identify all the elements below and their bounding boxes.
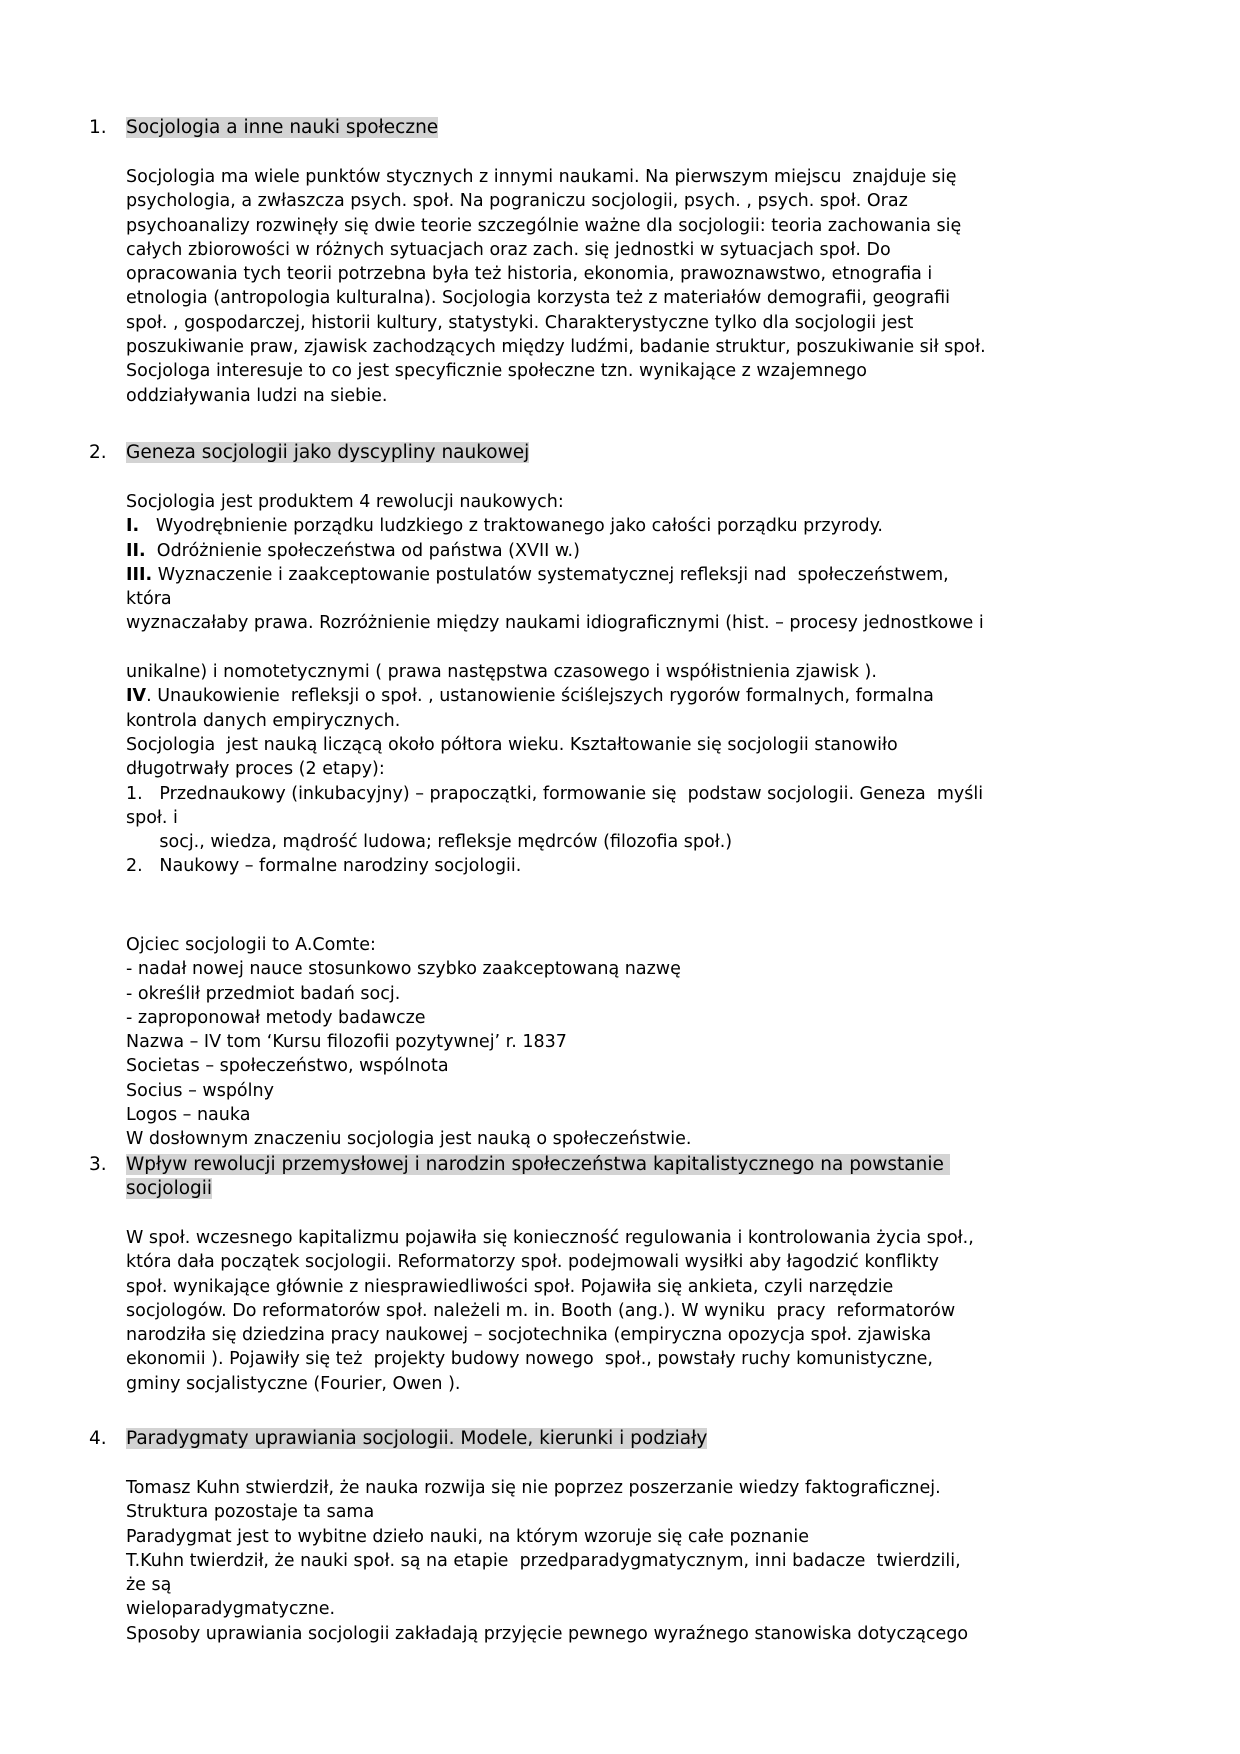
paragraph-line — [126, 709, 1226, 733]
paragraph-line: opracowania tych teorii potrzebna była też historia, ekonomia, prawoznawstwo, etnografia i — [126, 264, 933, 285]
section-title: Geneza socjologii jako dyscypliny naukowej — [126, 442, 530, 463]
paragraph-line: Sposoby uprawiania socjologii zakładają przyjęcie pewnego wyraźnego stanowiska dotyczącego — [126, 1623, 969, 1644]
list-item-roman — [126, 539, 1226, 563]
dash-item: - nadał nowej nauce stosunkowo szybko zaakceptowaną nazwę — [126, 959, 681, 980]
section-3-body — [126, 1226, 1226, 1396]
dash-item: - określił przedmiot badań socj. — [126, 983, 401, 1004]
paragraph-line: Socjologa interesuje to co jest specyficznie społeczne tzn. wynikające z wzajemnego — [126, 361, 867, 382]
paragraph-line: T.Kuhn twierdził, że nauki społ. są na etapie przedparadygmatycznym, inni badacze twierdzili, — [126, 1550, 961, 1571]
paragraph-line: ekonomii ). Pojawiły się też projekty budowy nowego społ., powstały ruchy komunistyczne, — [126, 1349, 933, 1370]
paragraph-line — [126, 587, 1226, 611]
paragraph-line: Socjologia ma wiele punktów stycznych z innymi naukami. Na pierwszym miejscu znajduje się — [126, 167, 957, 187]
section-number: 1. — [89, 117, 107, 138]
line-text: 2. Naukowy – formalne narodziny socjologii. — [126, 856, 522, 877]
paragraph-line — [126, 611, 1226, 635]
paragraph-line: oddziaływania ludzi na siebie. — [126, 385, 388, 406]
paragraph-line: wieloparadygmatyczne. — [126, 1599, 336, 1620]
paragraph-line: Nazwa – IV tom ‘Kursu filozofii pozytywnej’ r. 1837 — [126, 1032, 567, 1053]
paragraph-line: narodziła się dziedzina pracy naukowej – socjotechnika (empiryczna opozycja społ. zjawiska — [126, 1325, 932, 1346]
roman-numeral: II. — [126, 540, 146, 561]
blank-line — [126, 636, 1226, 660]
paragraph-line: Logos – nauka — [126, 1105, 251, 1126]
section-title: Wpływ rewolucji przemysłowej i narodzin społeczeństwa kapitalistycznego na powstanie — [126, 1154, 950, 1175]
paragraph-line — [126, 490, 1226, 514]
paragraph-line: Ojciec socjologii to A.Comte: — [126, 935, 376, 955]
numbered-item — [126, 854, 1226, 878]
line-text: która — [126, 589, 172, 610]
roman-numeral: IV — [126, 686, 147, 707]
numbered-item — [126, 782, 1226, 806]
line-text: Socjologia jest produktem 4 rewolucji naukowych: — [126, 492, 564, 512]
paragraph-line: psychoanalizy rozwinęły się dwie teorie szczególnie ważne dla socjologii: teoria zachowania się — [126, 215, 962, 236]
dash-item: - zaproponował metody badawcze — [126, 1007, 426, 1028]
paragraph-line — [126, 660, 1226, 684]
paragraph-line: Tomasz Kuhn stwierdził, że nauka rozwija się nie poprzez poszerzanie wiedzy faktograficznej. — [126, 1478, 941, 1498]
section-title: socjologii — [126, 1178, 213, 1199]
section-3-heading-cont — [89, 1177, 1229, 1201]
line-text: długotrwały proces (2 etapy): — [126, 759, 385, 780]
paragraph-line — [126, 806, 1226, 830]
roman-numeral: I. — [126, 516, 140, 537]
paragraph-line: Struktura pozostaje ta sama — [126, 1502, 375, 1523]
paragraph-line — [126, 757, 1226, 781]
section-title: Socjologia a inne nauki społeczne — [126, 117, 439, 138]
line-text: Wyznaczenie i zaakceptowanie postulatów systematycznej refleksji nad społeczeństwem, — [152, 564, 949, 585]
paragraph-line: Societas – społeczeństwo, wspólnota — [126, 1056, 449, 1077]
section-number: 4. — [89, 1428, 107, 1449]
list-item-roman — [126, 684, 1226, 708]
paragraph-line: psychologia, a zwłaszcza psych. społ. Na pograniczu socjologii, psych. , psych. społ. Oraz — [126, 191, 908, 212]
paragraph-line — [126, 733, 1226, 757]
paragraph-line: socjologów. Do reformatorów społ. należeli m. in. Booth (ang.). W wyniku pracy reformatorów — [126, 1300, 956, 1321]
section-4-heading — [89, 1427, 1229, 1451]
paragraph-line: Socius – wspólny — [126, 1080, 274, 1101]
section-2-comte — [126, 933, 1226, 1152]
line-text: społ. i — [126, 807, 178, 828]
line-text: kontrola danych empirycznych. — [126, 710, 401, 731]
list-item-roman — [126, 514, 1226, 538]
paragraph-line: etnologia (antropologia kulturalna). Socjologia korzysta też z materiałów demografii, geografii — [126, 288, 951, 309]
section-4-body — [126, 1476, 1226, 1646]
line-text: wyznaczałaby prawa. Rozróżnienie między naukami idiograficznymi (hist. – procesy jednostkowe i — [126, 613, 984, 634]
paragraph-line: która dała początek socjologii. Reformatorzy społ. podejmowali wysiłki aby łagodzić konflikty — [126, 1252, 940, 1273]
section-2-body — [126, 490, 1226, 879]
paragraph-line — [126, 830, 1226, 854]
line-text: . Unaukowienie refleksji o społ. , ustanowienie ściślejszych rygorów formalnych, formalna — [146, 686, 934, 707]
section-1-body — [126, 165, 1226, 408]
section-title: Paradygmaty uprawiania socjologii. Modele, kierunki i podziały — [126, 1428, 708, 1449]
section-number: 3. — [89, 1154, 107, 1175]
line-text: Odróżnienie społeczeństwa od państwa (XVII w.) — [145, 540, 580, 561]
line-text: 1. Przednaukowy (inkubacyjny) – prapoczątki, formowanie się podstaw socjologii. Geneza myśli — [126, 783, 984, 804]
line-text: socj., wiedza, mądrość ludowa; refleksje mędrców (filozofia społ.) — [126, 832, 733, 853]
paragraph-line: poszukiwanie praw, zjawisk zachodzących między ludźmi, badanie struktur, poszukiwanie sił społ. — [126, 337, 986, 358]
paragraph-line: społ. wynikające głównie z niesprawiedliwości społ. Pojawiła się ankieta, czyli narzędzie — [126, 1276, 894, 1297]
section-2-heading — [89, 441, 1229, 465]
paragraph-line: społ. , gospodarczej, historii kultury, statystyki. Charakterystyczne tylko dla socjologii jest — [126, 312, 914, 333]
paragraph-line: W społ. wczesnego kapitalizmu pojawiła się konieczność regulowania i kontrolowania życia społ., — [126, 1228, 974, 1248]
paragraph-line: Paradygmat jest to wybitne dzieło nauki, na którym wzoruje się całe poznanie — [126, 1526, 810, 1547]
paragraph-line: W dosłownym znaczeniu socjologia jest nauką o społeczeństwie. — [126, 1129, 692, 1150]
list-item-roman — [126, 563, 1226, 587]
line-text: unikalne) i nomotetycznymi ( prawa następstwa czasowego i współistnienia zjawisk ). — [126, 662, 877, 683]
section-1-heading — [89, 116, 1229, 140]
line-text: Wyodrębnienie porządku ludzkiego z traktowanego jako całości porządku przyrody. — [139, 516, 883, 537]
roman-numeral: III. — [126, 564, 153, 585]
paragraph-line: gminy socjalistyczne (Fourier, Owen ). — [126, 1373, 461, 1394]
paragraph-line: całych zbiorowości w różnych sytuacjach oraz zach. się jednostki w sytuacjach społ. Do — [126, 239, 891, 260]
section-number: 2. — [89, 442, 107, 463]
paragraph-line: że są — [126, 1575, 172, 1596]
line-text: Socjologia jest nauką liczącą około półtora wieku. Kształtowanie się socjologii stanowiło — [126, 734, 898, 755]
section-3-heading — [89, 1153, 1229, 1177]
